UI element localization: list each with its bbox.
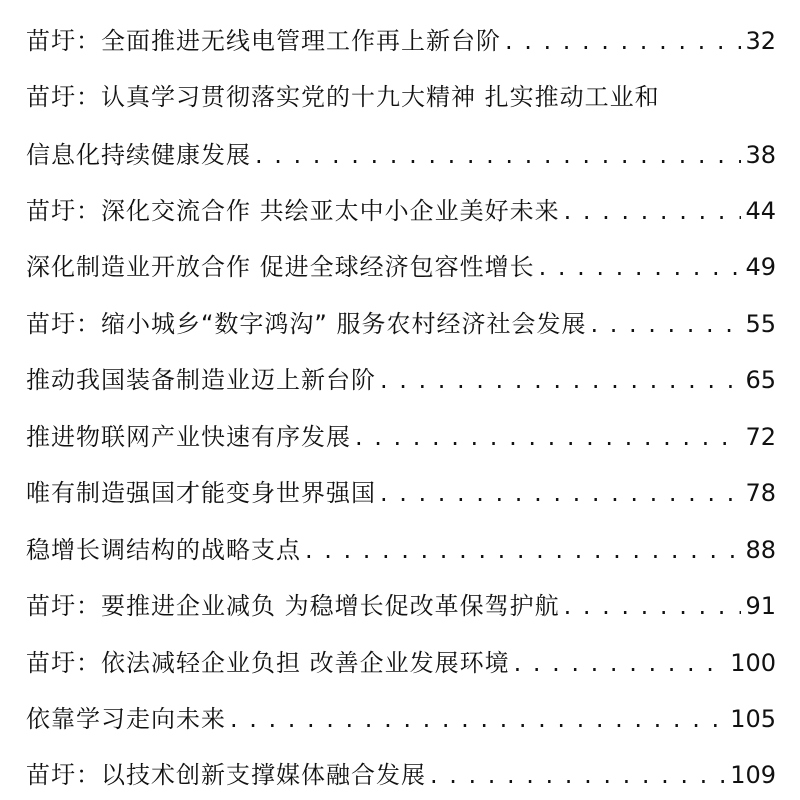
toc-entry-page: 55 — [745, 310, 776, 338]
toc-entry-page: 44 — [745, 197, 776, 225]
toc-entry-title: 稳增长调结构的战略支点 — [26, 536, 301, 564]
toc-leader-dots — [380, 478, 741, 508]
toc-entry-page: 105 — [730, 705, 776, 733]
toc-entry[interactable] — [26, 535, 776, 565]
toc-leader-dots — [514, 648, 727, 678]
toc-leader-dots — [380, 365, 741, 395]
toc-entry[interactable] — [26, 365, 776, 395]
toc-entry[interactable] — [26, 196, 776, 226]
toc-leader-dots — [430, 760, 726, 790]
toc-leader-dots — [505, 26, 741, 56]
toc-leader-dots — [564, 591, 742, 621]
toc-entry-title: 苗圩：依法减轻企业负担 改善企业发展环境 — [26, 649, 510, 677]
toc-entry-title: 苗圩：以技术创新支撑媒体融合发展 — [26, 761, 426, 789]
toc-entry-page: 88 — [745, 536, 776, 564]
toc-entry-page: 38 — [745, 141, 776, 169]
toc-entry[interactable] — [26, 252, 776, 282]
toc-entry-page: 72 — [745, 423, 776, 451]
toc-entry[interactable] — [26, 648, 776, 678]
toc-entry-title: 信息化持续健康发展 — [26, 141, 251, 169]
toc-entry-page: 91 — [745, 592, 776, 620]
toc-entry[interactable] — [26, 26, 776, 56]
toc-entry-page: 49 — [745, 253, 776, 281]
toc-entry-title: 推动我国装备制造业迈上新台阶 — [26, 366, 376, 394]
toc-entry-title: 依靠学习走向未来 — [26, 705, 226, 733]
toc-entry-page: 100 — [730, 649, 776, 677]
toc-entry[interactable] — [26, 478, 776, 508]
toc-entry-page: 65 — [745, 366, 776, 394]
toc-leader-dots — [355, 422, 741, 452]
toc-entry[interactable] — [26, 82, 776, 170]
toc-entry-page: 78 — [745, 479, 776, 507]
toc-entry-title: 苗圩：深化交流合作 共绘亚太中小企业美好未来 — [26, 197, 560, 225]
toc-entry-title: 唯有制造强国才能变身世界强国 — [26, 479, 376, 507]
toc-entry[interactable] — [26, 309, 776, 339]
toc-entry[interactable] — [26, 591, 776, 621]
toc-leader-dots — [564, 196, 742, 226]
toc-entry-page: 109 — [730, 761, 776, 789]
toc-entry-title: 苗圩：缩小城乡“数字鸿沟” 服务农村经济社会发展 — [26, 310, 587, 338]
toc-leader-dots — [591, 309, 742, 339]
toc-leader-dots — [255, 140, 741, 170]
toc-leader-dots — [539, 252, 742, 282]
toc-entry-title: 推进物联网产业快速有序发展 — [26, 423, 351, 451]
toc-entry[interactable] — [26, 422, 776, 452]
toc-entry-title: 苗圩：全面推进无线电管理工作再上新台阶 — [26, 27, 501, 55]
toc-leader-dots — [230, 704, 726, 734]
toc-leader-dots — [305, 535, 741, 565]
toc-entry-title: 深化制造业开放合作 促进全球经济包容性增长 — [26, 253, 535, 281]
toc-entry-page: 32 — [745, 27, 776, 55]
toc-entry-title: 苗圩：要推进企业减负 为稳增长促改革保驾护航 — [26, 592, 560, 620]
toc-entry[interactable] — [26, 760, 776, 790]
toc-entry-title-line1: 苗圩：认真学习贯彻落实党的十九大精神 扎实推动工业和 — [26, 83, 660, 111]
toc-entry[interactable] — [26, 704, 776, 734]
